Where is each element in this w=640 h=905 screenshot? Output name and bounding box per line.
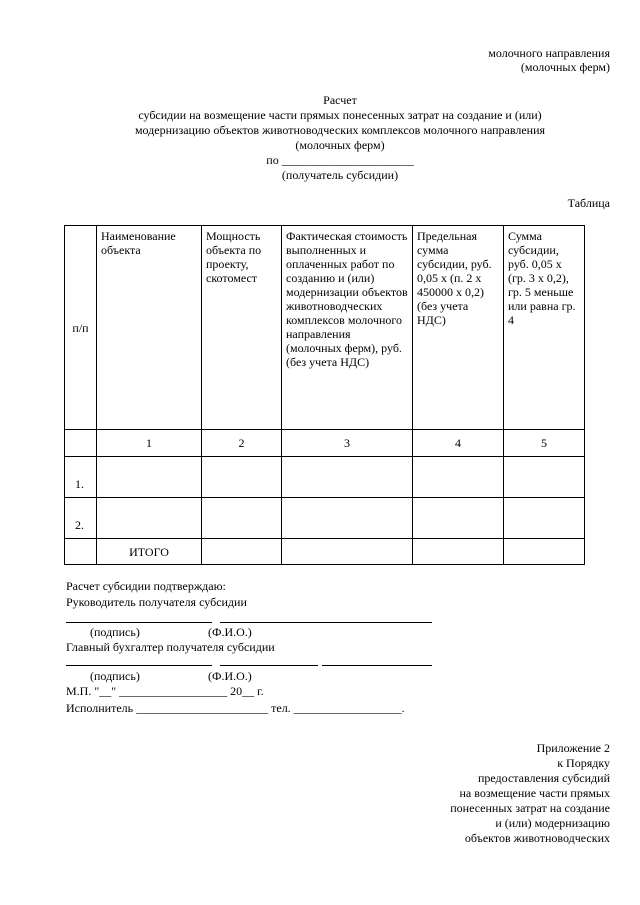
confirm-line3: Главный бухгалтер получателя субсидии: [66, 640, 275, 654]
subsidy-table: [64, 225, 585, 565]
appendix-line: предоставления субсидий: [477, 771, 610, 785]
fio-field-head[interactable]: [220, 622, 432, 623]
header-right-line1: молочного направления: [488, 46, 610, 60]
total-empty-cell: [65, 539, 97, 565]
title-by-line: [60, 153, 620, 168]
table-cell-input[interactable]: [202, 498, 282, 539]
header-cell-actual-cost: Фактическая стоимость выполненных и оплаченных работ по созданию и (или) модернизации объектов животноводческих комплексов молочного направления (молочных ферм), руб. (без учета НДС): [282, 226, 413, 430]
column-number-cell: 2: [202, 430, 282, 457]
table-cell-input[interactable]: [504, 498, 585, 539]
table-cell-input[interactable]: [413, 539, 504, 565]
column-number-cell: 3: [282, 430, 413, 457]
header-cell-capacity: Мощность объекта по проекту, скотомест: [202, 226, 282, 430]
row-index: 1.: [65, 457, 97, 498]
total-row: [65, 539, 585, 565]
table-cell-input[interactable]: [504, 457, 585, 498]
confirm-line1: Расчет субсидии подтверждаю:: [66, 579, 226, 593]
signature-field-accountant[interactable]: [66, 665, 212, 666]
title-line3: (молочных ферм): [295, 138, 385, 152]
appendix-line: понесенных затрат на создание: [450, 801, 610, 815]
row-index: 2.: [65, 498, 97, 539]
recipient-field[interactable]: ______________________: [281, 153, 414, 167]
table-cell-input[interactable]: [202, 457, 282, 498]
title-line2: модернизацию объектов животноводческих комплексов молочного направления: [134, 123, 546, 137]
fio-hint-accountant: (Ф.И.О.): [208, 669, 252, 683]
signature-field-head[interactable]: [66, 622, 212, 623]
appendix-line: Приложение 2: [536, 741, 610, 755]
accountant-name-field[interactable]: [322, 665, 432, 666]
header-right-line2: (молочных ферм): [520, 60, 610, 74]
document-title-block: [60, 93, 620, 183]
header-cell-pp: п/п: [65, 226, 97, 430]
table-cell-input[interactable]: [282, 539, 413, 565]
appendix-line: на возмещение части прямых: [459, 786, 610, 800]
table-header-row: [65, 226, 585, 430]
column-number-row: [65, 430, 585, 457]
sign-hint-accountant: (подпись): [90, 669, 140, 683]
table-cell-input[interactable]: [97, 498, 202, 539]
column-number-cell: 5: [504, 430, 585, 457]
appendix-line: и (или) модернизацию: [495, 816, 610, 830]
fio-hint-head: (Ф.И.О.): [208, 625, 252, 639]
stamp-date-line: М.П. "__" __________________ 20__ г.: [66, 684, 264, 698]
table-cell-input[interactable]: [413, 498, 504, 539]
total-label: ИТОГО: [97, 539, 202, 565]
table-cell-input[interactable]: [282, 457, 413, 498]
table-cell-input[interactable]: [282, 498, 413, 539]
title-heading: Расчет: [323, 93, 357, 107]
column-number-cell: 4: [413, 430, 504, 457]
appendix-line: объектов животноводческих: [464, 831, 610, 845]
column-number-cell: 1: [97, 430, 202, 457]
table-cell-input[interactable]: [202, 539, 282, 565]
column-number-cell: [65, 430, 97, 457]
table-row: [65, 498, 585, 539]
table-label: Таблица: [567, 196, 610, 210]
header-cell-name: Наименование объекта: [97, 226, 202, 430]
appendix-line: к Порядку: [557, 756, 610, 770]
executor-line: Исполнитель ______________________ тел. __________________.: [66, 701, 405, 715]
title-by-prefix: по: [266, 153, 279, 167]
sign-hint-head: (подпись): [90, 625, 140, 639]
header-right: [488, 46, 610, 74]
table-cell-input[interactable]: [504, 539, 585, 565]
fio-field-accountant[interactable]: [220, 665, 318, 666]
table-row: [65, 457, 585, 498]
title-line1: субсидии на возмещение части прямых понесенных затрат на создание и (или): [138, 108, 542, 122]
header-cell-limit-sum: Предельная сумма субсидии, руб. 0,05 x (п. 2 x 450000 x 0,2) (без учета НДС): [413, 226, 504, 430]
appendix-header: [450, 741, 610, 846]
table-cell-input[interactable]: [413, 457, 504, 498]
recipient-hint: (получатель субсидии): [281, 168, 399, 182]
confirm-line2: Руководитель получателя субсидии: [66, 595, 247, 609]
table-cell-input[interactable]: [97, 457, 202, 498]
header-cell-subsidy-sum: Сумма субсидии, руб. 0,05 x (гр. 3 x 0,2), гр. 5 меньше или равна гр. 4: [504, 226, 585, 430]
